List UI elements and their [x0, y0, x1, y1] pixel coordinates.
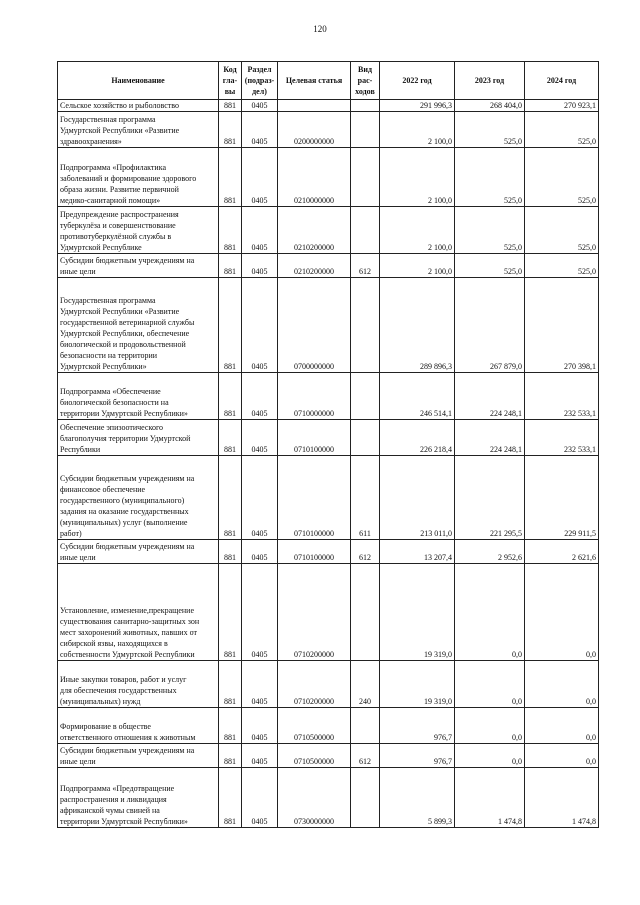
table-row [58, 564, 599, 661]
row-2024-cell: 0,0 [525, 744, 599, 768]
header-name: Наименование [58, 62, 219, 100]
budget-table [57, 61, 599, 828]
row-target-cell: 0200000000 [278, 112, 351, 148]
row-code-cell: 881 [219, 373, 242, 420]
row-target-cell: 0700000000 [278, 278, 351, 373]
row-target-cell: 0710200000 [278, 661, 351, 708]
row-2023-cell: 0,0 [455, 661, 525, 708]
row-2024-cell: 525,0 [525, 254, 599, 278]
row-section-cell: 0405 [242, 112, 278, 148]
header-2022: 2022 год [380, 62, 455, 100]
row-target-cell: 0710100000 [278, 420, 351, 456]
row-name-cell: Сельское хозяйство и рыболовство [58, 100, 219, 112]
row-target-cell: 0730000000 [278, 768, 351, 828]
row-code-cell: 881 [219, 420, 242, 456]
row-2023-cell: 224 248,1 [455, 420, 525, 456]
header-code: Код гла- вы [219, 62, 242, 100]
table-row [58, 373, 599, 420]
row-2023-cell: 2 952,6 [455, 540, 525, 564]
table-row [58, 254, 599, 278]
row-section-cell: 0405 [242, 148, 278, 207]
row-2024-cell: 525,0 [525, 207, 599, 254]
row-name-cell: Обеспечение эпизоотического благополучия территории Удмуртской Республики [58, 420, 219, 456]
header-2023: 2023 год [455, 62, 525, 100]
row-vid-cell: 612 [351, 540, 380, 564]
row-name-cell: Предупреждение распространения туберкулёза и совершенствование противотуберкулёзной службы в Удмуртской Республике [58, 207, 219, 254]
row-2024-cell: 232 533,1 [525, 373, 599, 420]
row-section-cell: 0405 [242, 564, 278, 661]
row-section-cell: 0405 [242, 278, 278, 373]
row-2023-cell: 221 295,5 [455, 456, 525, 540]
row-2024-cell: 1 474,8 [525, 768, 599, 828]
row-name-cell: Подпрограмма «Обеспечение биологической безопасности на территории Удмуртской Республики» [58, 373, 219, 420]
row-2024-cell: 270 923,1 [525, 100, 599, 112]
row-2022-cell: 246 514,1 [380, 373, 455, 420]
row-2024-cell: 229 911,5 [525, 456, 599, 540]
table-row [58, 420, 599, 456]
row-2022-cell: 2 100,0 [380, 207, 455, 254]
row-name-cell: Субсидии бюджетным учреждениям на иные цели [58, 540, 219, 564]
row-name-cell: Формирование в обществе ответственного отношения к животным [58, 708, 219, 744]
row-section-cell: 0405 [242, 373, 278, 420]
row-code-cell: 881 [219, 456, 242, 540]
row-2023-cell: 267 879,0 [455, 278, 525, 373]
row-target-cell: 0210200000 [278, 207, 351, 254]
row-2024-cell: 0,0 [525, 564, 599, 661]
row-2024-cell: 525,0 [525, 148, 599, 207]
table-row [58, 207, 599, 254]
row-2024-cell: 2 621,6 [525, 540, 599, 564]
row-section-cell: 0405 [242, 207, 278, 254]
row-target-cell [278, 100, 351, 112]
row-2023-cell: 0,0 [455, 564, 525, 661]
row-target-cell: 0210000000 [278, 148, 351, 207]
table-row [58, 456, 599, 540]
row-code-cell: 881 [219, 744, 242, 768]
row-2024-cell: 525,0 [525, 112, 599, 148]
row-target-cell: 0710500000 [278, 744, 351, 768]
header-section: Раздел (подраз- дел) [242, 62, 278, 100]
row-vid-cell [351, 708, 380, 744]
row-code-cell: 881 [219, 112, 242, 148]
row-2022-cell: 2 100,0 [380, 254, 455, 278]
row-target-cell: 0710200000 [278, 564, 351, 661]
row-code-cell: 881 [219, 148, 242, 207]
row-vid-cell: 240 [351, 661, 380, 708]
row-code-cell: 881 [219, 278, 242, 373]
table-row [58, 148, 599, 207]
row-target-cell: 0710100000 [278, 540, 351, 564]
row-section-cell: 0405 [242, 708, 278, 744]
row-vid-cell: 612 [351, 254, 380, 278]
row-2024-cell: 0,0 [525, 708, 599, 744]
row-vid-cell [351, 207, 380, 254]
table-row [58, 278, 599, 373]
row-target-cell: 0210200000 [278, 254, 351, 278]
row-vid-cell [351, 100, 380, 112]
row-2022-cell: 976,7 [380, 744, 455, 768]
row-target-cell: 0710100000 [278, 456, 351, 540]
row-vid-cell [351, 148, 380, 207]
table-row [58, 100, 599, 112]
row-name-cell: Субсидии бюджетным учреждениям на финансовое обеспечение государственного (муниципального) задания на оказание государственных (муниципальных) услуг (выполнение работ) [58, 456, 219, 540]
row-2023-cell: 525,0 [455, 148, 525, 207]
row-vid-cell [351, 373, 380, 420]
row-code-cell: 881 [219, 207, 242, 254]
row-2023-cell: 0,0 [455, 744, 525, 768]
table-header-row [58, 62, 599, 100]
row-section-cell: 0405 [242, 768, 278, 828]
row-vid-cell [351, 112, 380, 148]
row-2022-cell: 5 899,3 [380, 768, 455, 828]
table-row [58, 540, 599, 564]
table-row [58, 744, 599, 768]
header-target: Целевая статья [278, 62, 351, 100]
row-2023-cell: 525,0 [455, 112, 525, 148]
row-vid-cell [351, 420, 380, 456]
row-code-cell: 881 [219, 564, 242, 661]
row-code-cell: 881 [219, 540, 242, 564]
header-2024: 2024 год [525, 62, 599, 100]
row-2023-cell: 0,0 [455, 708, 525, 744]
row-2024-cell: 0,0 [525, 661, 599, 708]
row-target-cell: 0710000000 [278, 373, 351, 420]
row-name-cell: Субсидии бюджетным учреждениям на иные цели [58, 254, 219, 278]
row-2022-cell: 2 100,0 [380, 148, 455, 207]
row-2022-cell: 291 996,3 [380, 100, 455, 112]
header-vid: Вид рас- ходов [351, 62, 380, 100]
row-vid-cell: 612 [351, 744, 380, 768]
row-2022-cell: 13 207,4 [380, 540, 455, 564]
table-row [58, 112, 599, 148]
row-code-cell: 881 [219, 708, 242, 744]
row-vid-cell [351, 768, 380, 828]
row-code-cell: 881 [219, 254, 242, 278]
table-row [58, 708, 599, 744]
row-section-cell: 0405 [242, 420, 278, 456]
row-name-cell: Подпрограмма «Профилактика заболеваний и формирование здорового образа жизни. Развитие первичной медико-санитарной помощи» [58, 148, 219, 207]
row-2022-cell: 213 011,0 [380, 456, 455, 540]
table-row [58, 768, 599, 828]
row-name-cell: Иные закупки товаров, работ и услуг для обеспечения государственных (муниципальных) нужд [58, 661, 219, 708]
row-2022-cell: 19 319,0 [380, 564, 455, 661]
row-section-cell: 0405 [242, 540, 278, 564]
row-2022-cell: 976,7 [380, 708, 455, 744]
table-row [58, 661, 599, 708]
row-vid-cell: 611 [351, 456, 380, 540]
row-2024-cell: 232 533,1 [525, 420, 599, 456]
row-2023-cell: 525,0 [455, 254, 525, 278]
row-name-cell: Государственная программа Удмуртской Республики «Развитие государственной ветеринарной службы Удмуртской Республики, обеспечение биологической и продовольственной безопасности на территории Удмуртской Республики» [58, 278, 219, 373]
row-2023-cell: 268 404,0 [455, 100, 525, 112]
row-2022-cell: 19 319,0 [380, 661, 455, 708]
row-target-cell: 0710500000 [278, 708, 351, 744]
row-2024-cell: 270 398,1 [525, 278, 599, 373]
row-2023-cell: 224 248,1 [455, 373, 525, 420]
row-section-cell: 0405 [242, 661, 278, 708]
row-vid-cell [351, 564, 380, 661]
row-section-cell: 0405 [242, 254, 278, 278]
row-code-cell: 881 [219, 661, 242, 708]
row-name-cell: Субсидии бюджетным учреждениям на иные цели [58, 744, 219, 768]
row-section-cell: 0405 [242, 744, 278, 768]
row-2022-cell: 2 100,0 [380, 112, 455, 148]
row-2023-cell: 525,0 [455, 207, 525, 254]
row-2023-cell: 1 474,8 [455, 768, 525, 828]
row-name-cell: Установление, изменение,прекращение существования санитарно-защитных зон мест захоронений животных, павших от сибирской язвы, находящихся в собственности Удмуртской Республики [58, 564, 219, 661]
row-code-cell: 881 [219, 768, 242, 828]
row-name-cell: Подпрограмма «Предотвращение распространения и ликвидация африканской чумы свиней на территории Удмуртской Республики» [58, 768, 219, 828]
row-section-cell: 0405 [242, 456, 278, 540]
row-vid-cell [351, 278, 380, 373]
row-2022-cell: 289 896,3 [380, 278, 455, 373]
row-name-cell: Государственная программа Удмуртской Республики «Развитие здравоохранения» [58, 112, 219, 148]
row-code-cell: 881 [219, 100, 242, 112]
row-2022-cell: 226 218,4 [380, 420, 455, 456]
page-number: 120 [313, 24, 327, 34]
row-section-cell: 0405 [242, 100, 278, 112]
